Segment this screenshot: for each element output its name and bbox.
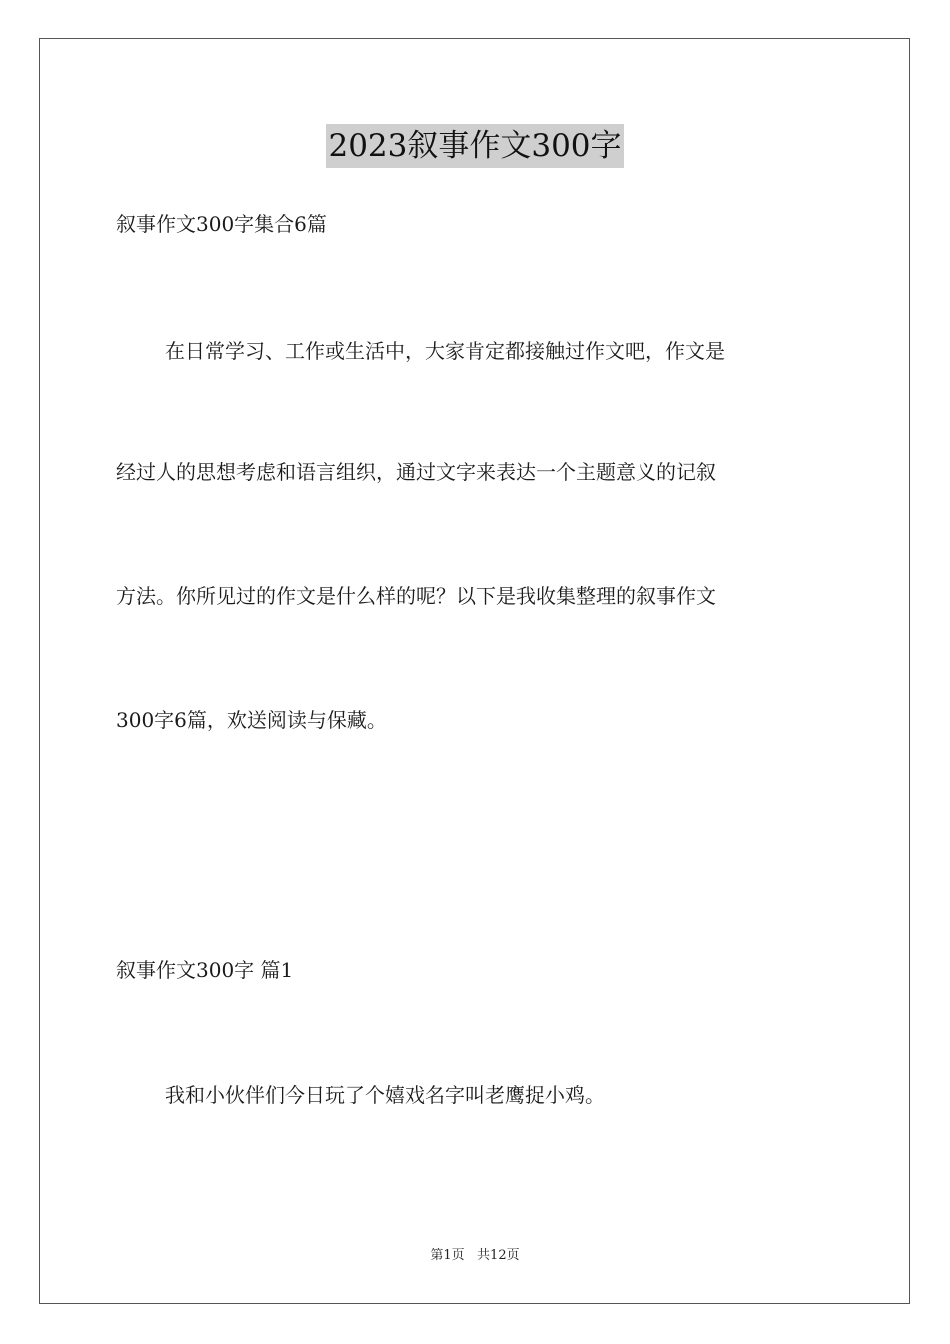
page-number-footer: 第1页 共12页 bbox=[430, 1248, 520, 1263]
intro-line-2: 经过人的思想考虑和语言组织，通过文字来表达一个主题意义的记叙 bbox=[116, 460, 716, 484]
intro-line-3: 方法。你所见过的作文是什么样的呢？以下是我收集整理的叙事作文 bbox=[116, 584, 716, 608]
document-subtitle: 叙事作文300字集合6篇 bbox=[116, 212, 327, 236]
intro-line-4: 300字6篇，欢送阅读与保藏。 bbox=[116, 708, 387, 732]
section-paragraph-line: 我和小伙伴们今日玩了个嬉戏名字叫老鹰捉小鸡。 bbox=[165, 1083, 605, 1107]
title-container bbox=[0, 124, 950, 168]
intro-line-1: 在日常学习、工作或生活中，大家肯定都接触过作文吧，作文是 bbox=[165, 339, 725, 363]
section-heading: 叙事作文300字 篇1 bbox=[116, 958, 294, 982]
document-title: 2023叙事作文300字 bbox=[326, 124, 623, 168]
